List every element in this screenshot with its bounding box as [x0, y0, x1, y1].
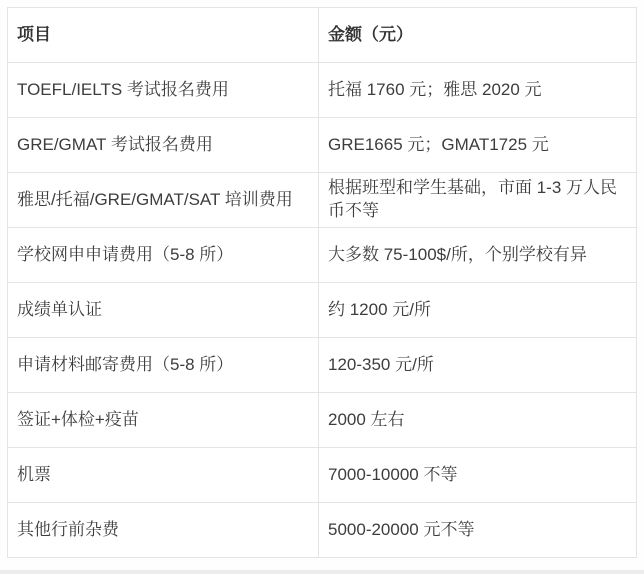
amount-cell: 5000-20000 元不等	[319, 503, 637, 558]
header-cell-amount: 金额（元）	[319, 8, 637, 63]
item-cell: 其他行前杂费	[8, 503, 319, 558]
item-cell: 成绩单认证	[8, 283, 319, 338]
amount-cell: 120-350 元/所	[319, 338, 637, 393]
amount-cell: 约 1200 元/所	[319, 283, 637, 338]
table-row	[8, 173, 637, 228]
table-row	[8, 338, 637, 393]
amount-cell: 托福 1760 元；雅思 2020 元	[319, 63, 637, 118]
costs-table	[7, 7, 637, 558]
image-bottom-edge	[0, 570, 644, 574]
table-row	[8, 283, 637, 338]
item-cell: 机票	[8, 448, 319, 503]
amount-cell: 根据班型和学生基础，市面 1-3 万人民币不等	[319, 173, 637, 228]
table-row	[8, 393, 637, 448]
amount-cell: GRE1665 元；GMAT1725 元	[319, 118, 637, 173]
item-cell: 申请材料邮寄费用（5-8 所）	[8, 338, 319, 393]
amount-cell: 大多数 75-100$/所，个别学校有异	[319, 228, 637, 283]
costs-table-header	[8, 8, 637, 63]
header-cell-item: 项目	[8, 8, 319, 63]
table-row	[8, 503, 637, 558]
item-cell: 雅思/托福/GRE/GMAT/SAT 培训费用	[8, 173, 319, 228]
item-cell: TOEFL/IELTS 考试报名费用	[8, 63, 319, 118]
amount-cell: 7000-10000 不等	[319, 448, 637, 503]
table-row	[8, 63, 637, 118]
header-row	[8, 8, 637, 63]
table-row	[8, 228, 637, 283]
item-cell: 签证+体检+疫苗	[8, 393, 319, 448]
item-cell: GRE/GMAT 考试报名费用	[8, 118, 319, 173]
table-row	[8, 118, 637, 173]
amount-cell: 2000 左右	[319, 393, 637, 448]
table-row	[8, 448, 637, 503]
item-cell: 学校网申申请费用（5-8 所）	[8, 228, 319, 283]
costs-table-body	[8, 63, 637, 558]
